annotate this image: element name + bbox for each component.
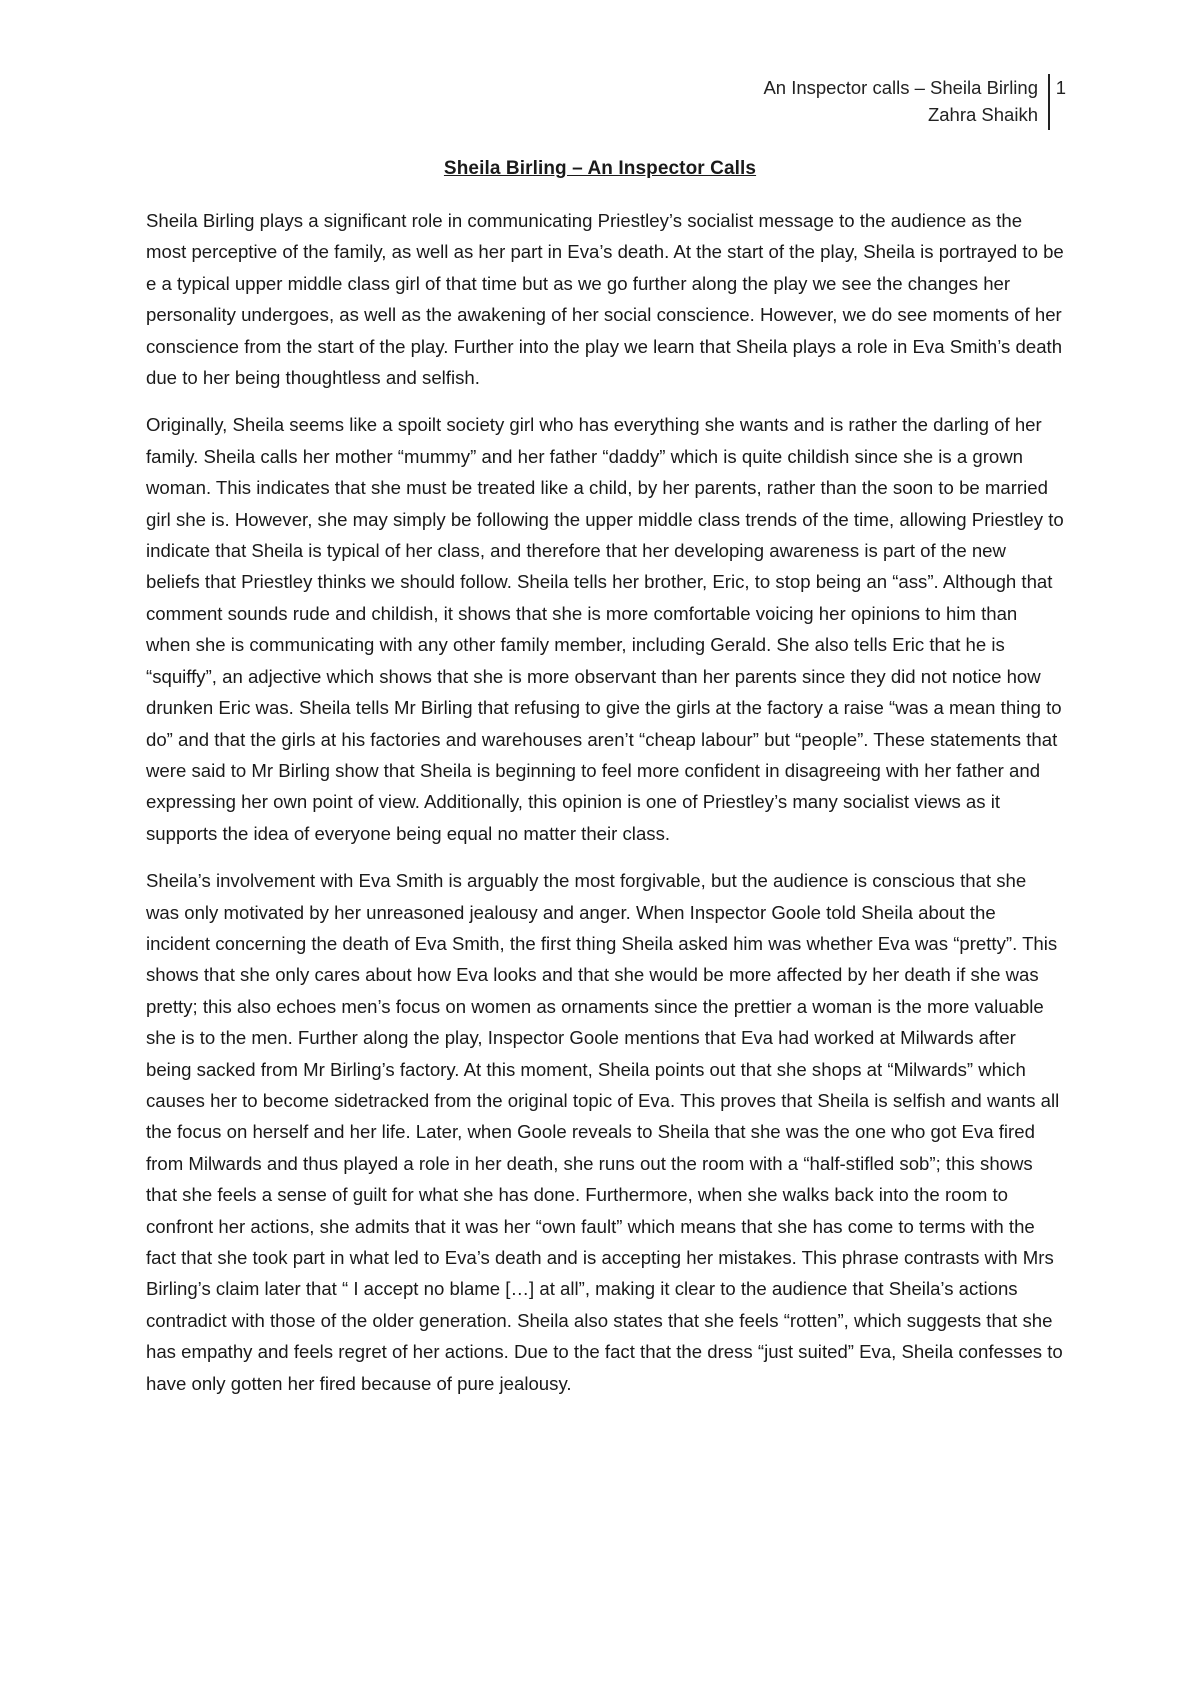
paragraph-characterisation: Originally, Sheila seems like a spoilt society girl who has everything she wants and is rather the darling of her family. Sheila calls her mother “mummy” and her father “daddy” which is quite childish since she is a grown woman. This indicates that she must be treated like a child, by her parents, rather than the soon to be married girl she is. However, she may simply be following the upper middle class trends of the time, allowing Priestley to indicate that Sheila is typical of her class, and therefore that her developing awareness is part of the new beliefs that Priestley thinks we should follow. Sheila tells her brother, Eric, to stop being an “ass”. Although that comment sounds rude and childish, it shows that she is more comfortable voicing her opinions to him than when she is communicating with any other family member, including Gerald. She also tells Eric that he is “squiffy”, an adjective which shows that she is more observant than her parents since they did not notice how drunken Eric was. Sheila tells Mr Birling that refusing to give the girls at the factory a raise “was a mean thing to do” and that the girls at his factories and warehouses aren’t “cheap labour” but “people”. These statements that were said to Mr Birling show that Sheila is beginning to feel more confident in disagreeing with her father and expressing her own point of view. Additionally, this opinion is one of Priestley’s many socialist views as it supports the idea of everyone being equal no matter their class. xyxy=(146,414,1064,844)
document-body xyxy=(146,205,1064,1415)
header-title: An Inspector calls – Sheila Birling xyxy=(763,77,1038,98)
page-header xyxy=(646,74,1066,132)
paragraph-intro: Sheila Birling plays a significant role in communicating Priestley’s socialist message to the audience as the most perceptive of the family, as well as her part in Eva’s death. At the start of the play, Sheila is portrayed to be e a typical upper middle class girl of that time but as we go further along the play we see the changes her personality undergoes, as well as the awakening of her social conscience. However, we do see moments of her conscience from the start of the play. Further into the play we learn that Sheila plays a role in Eva Smith’s death due to her being thoughtless and selfish. xyxy=(146,210,1064,389)
paragraph-involvement: Sheila’s involvement with Eva Smith is arguably the most forgivable, but the audience is conscious that she was only motivated by her unreasoned jealousy and anger. When Inspector Goole told Sheila about the incident concerning the death of Eva Smith, the first thing Sheila asked him was whether Eva was “pretty”. This shows that she only cares about how Eva looks and that she would be more affected by her death if she was pretty; this also echoes men’s focus on women as ornaments since the prettier a woman is the more valuable she is to the men. Further along the play, Inspector Goole mentions that Eva had worked at Milwards after being sacked from Mr Birling’s factory. At this moment, Sheila points out that she shops at “Milwards” which causes her to become sidetracked from the original topic of Eva. This proves that Sheila is selfish and wants all the focus on herself and her life. Later, when Goole reveals to Sheila that she was the one who got Eva fired from Milwards and thus played a role in her death, she runs out the room with a “half-stifled sob”; this shows that she feels a sense of guilt for what she has done. Furthermore, when she walks back into the room to confront her actions, she admits that it was her “own fault” which means that she has come to terms with the fact that she took part in what led to Eva’s death and is accepting her mistakes. This phrase contrasts with Mrs Birling’s claim later that “ I accept no blame […] at all”, making it clear to the audience that Sheila’s actions contradict with those of the older generation. Sheila also states that she feels “rotten”, which suggests that she has empathy and feels regret of her actions. Due to the fact that the dress “just suited” Eva, Sheila confesses to have only gotten her fired because of pure jealousy. xyxy=(146,870,1063,1394)
document-title: Sheila Birling – An Inspector Calls xyxy=(443,158,757,179)
header-text xyxy=(763,74,1038,128)
page-number: 1 xyxy=(1055,77,1066,98)
header-divider xyxy=(1048,74,1050,130)
header-author: Zahra Shaikh xyxy=(927,104,1038,125)
